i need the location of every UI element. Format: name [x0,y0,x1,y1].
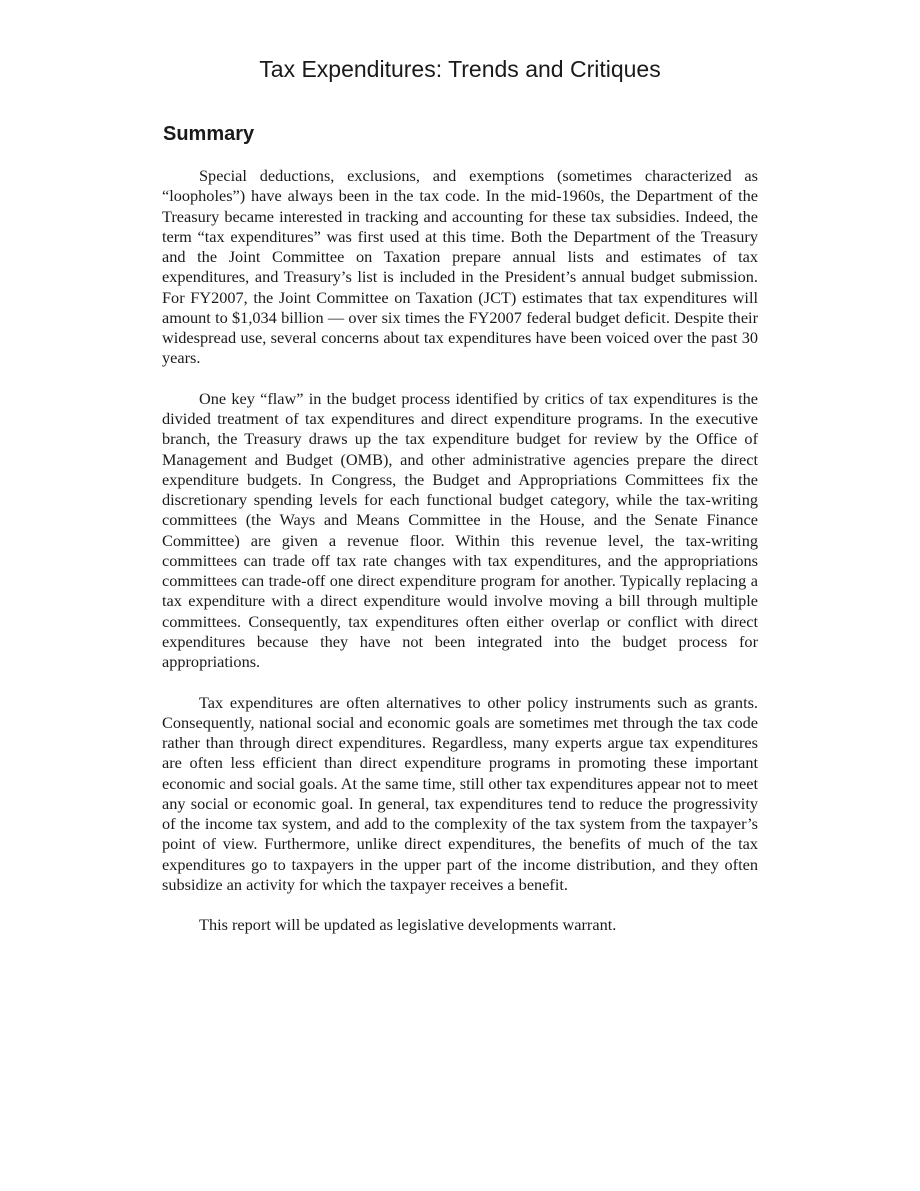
summary-paragraph-3: Tax expenditures are often alternatives to other policy instruments such as grants. Consequently, national social and economic goals are sometimes met through the tax code rather than through direct expenditures. Regardless, many experts argue tax expenditures are often less efficient than direct expenditure programs in promoting these important economic and social goals. At the same time, still other tax expenditures appear not to meet any social or economic goal. In general, tax expenditures tend to reduce the progressivity of the income tax system, and add to the complexity of the tax system from the taxpayer’s point of view. Furthermore, unlike direct expenditures, the benefits of much of the tax expenditures go to taxpayers in the upper part of the income distribution, and they often subsidize an activity for which the taxpayer receives a benefit. [162,692,758,894]
section-heading-summary: Summary [163,123,255,145]
summary-paragraph-1: Special deductions, exclusions, and exemptions (sometimes characterized as “loopholes”) have always been in the tax code. In the mid-1960s, the Department of the Treasury became interested in tracking and accounting for these tax subsidies. Indeed, the term “tax expenditures” was first used at this time. Both the Department of the Treasury and the Joint Committee on Taxation prepare annual lists and estimates of tax expenditures, and Treasury’s list is included in the President’s annual budget submission. For FY2007, the Joint Committee on Taxation (JCT) estimates that tax expenditures will amount to $1,034 billion — over six times the FY2007 federal budget deficit. Despite their widespread use, several concerns about tax expenditures have been voiced over the past 30 years. [162,166,758,368]
summary-paragraph-2: One key “flaw” in the budget process identified by critics of tax expenditures is the divided treatment of tax expenditures and direct expenditure programs. In the executive branch, the Treasury draws up the tax expenditure budget for review by the Office of Management and Budget (OMB), and other administrative agencies prepare the direct expenditure budgets. In Congress, the Budget and Appropriations Committees fix the discretionary spending levels for each functional budget category, while the tax-writing committees (the Ways and Means Committee in the House, and the Senate Finance Committee) are given a revenue floor. Within this revenue level, the tax-writing committees can trade off tax rate changes with tax expenditures, and the appropriations committees can trade-off one direct expenditure program for another. Typically replacing a tax expenditure with a direct expenditure would involve moving a bill through multiple committees. Consequently, tax expenditures often either overlap or conflict with direct expenditures because they have not been integrated into the budget process for appropriations. [162,388,758,671]
summary-paragraph-4: This report will be updated as legislative developments warrant. [199,915,617,935]
document-title: Tax Expenditures: Trends and Critiques [259,56,661,82]
summary-body [162,166,758,956]
